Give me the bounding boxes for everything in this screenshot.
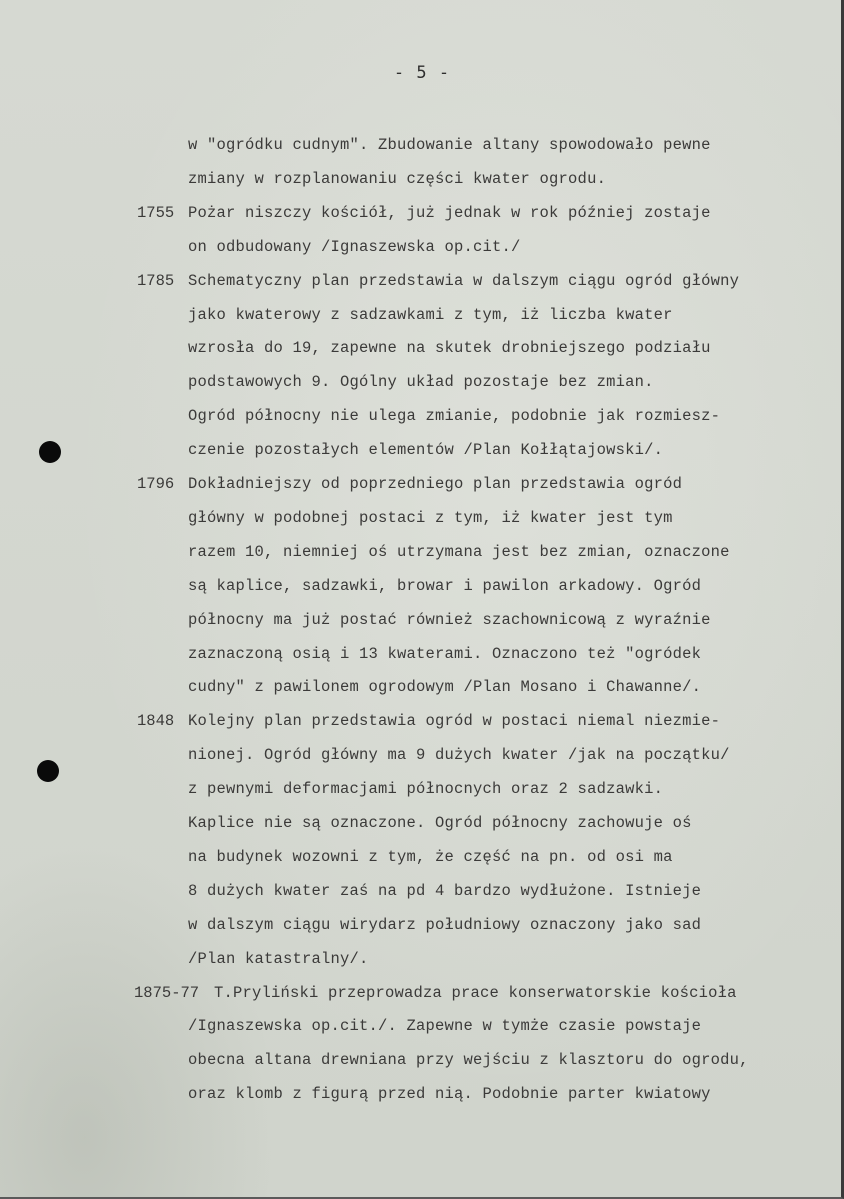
- entry-year: 1848: [137, 712, 175, 731]
- text-line: oraz klomb z figurą przed nią. Podobnie parter kwiatowy: [188, 1085, 711, 1104]
- entry-year: 1755: [137, 203, 175, 222]
- text-line: wzrosła do 19, zapewne na skutek drobniejszego podziału: [188, 339, 711, 358]
- text-line: podstawowych 9. Ogólny układ pozostaje bez zmian.: [188, 373, 654, 392]
- text-line: Ogród północny nie ulega zmianie, podobnie jak rozmiesz-: [188, 407, 721, 426]
- text-line: razem 10, niemniej oś utrzymana jest bez zmian, oznaczone: [188, 542, 730, 561]
- text-line: /Plan katastralny/.: [188, 949, 369, 968]
- text-line: czenie pozostałych elementów /Plan Kołłątajowski/.: [188, 441, 664, 460]
- text-line: Dokładniejszy od poprzedniego plan przedstawia ogród: [188, 475, 683, 493]
- text-line: zaznaczoną osią i 13 kwaterami. Oznaczono też "ogródek: [188, 644, 702, 663]
- text-line: Pożar niszczy kościół, już jednak w rok później zostaje: [188, 203, 711, 222]
- text-line: Schematyczny plan przedstawia w dalszym ciągu ogród główny: [188, 271, 740, 290]
- text-line: na budynek wozowni z tym, że część na pn. od osi ma: [188, 847, 673, 866]
- text-line: T.Pryliński przeprowadza prace konserwatorskie kościoła: [214, 983, 737, 1002]
- text-line: jako kwaterowy z sadzawkami z tym, iż liczba kwater: [188, 305, 673, 324]
- text-line: obecna altana drewniana przy wejściu z klasztoru do ogrodu,: [188, 1051, 749, 1070]
- punch-hole-upper: [39, 441, 61, 463]
- text-line: główny w podobnej postaci z tym, iż kwater jest tym: [188, 508, 673, 527]
- text-line: z pewnymi deformacjami północnych oraz 2 sadzawki.: [188, 780, 664, 799]
- text-line: /Ignaszewska op.cit./. Zapewne w tymże czasie powstaje: [188, 1017, 702, 1036]
- text-line: cudny" z pawilonem ogrodowym /Plan Mosano i Chawanne/.: [188, 678, 702, 697]
- text-line: on odbudowany /Ignaszewska op.cit./: [188, 237, 521, 256]
- text-line: Kolejny plan przedstawia ogród w postaci niemal niezmie-: [188, 712, 721, 731]
- entry-year: 1796: [137, 475, 175, 493]
- text-line: zmiany w rozplanowaniu części kwater ogrodu.: [188, 169, 607, 188]
- text-line: w "ogródku cudnym". Zbudowanie altany spowodowało pewne: [188, 136, 711, 154]
- page-number: - 5 -: [393, 63, 451, 83]
- entry-year: 1875-77: [134, 983, 200, 1002]
- text-line: Kaplice nie są oznaczone. Ogród północny zachowuje oś: [188, 814, 692, 832]
- text-line: północny ma już postać również szachownicową z wyraźnie: [188, 610, 711, 629]
- text-line: nionej. Ogród główny ma 9 dużych kwater /jak na początku/: [188, 746, 730, 765]
- punch-hole-lower: [37, 760, 59, 782]
- entry-year: 1785: [137, 271, 175, 290]
- text-line: 8 dużych kwater zaś na pd 4 bardzo wydłużone. Istnieje: [188, 881, 702, 900]
- text-line: są kaplice, sadzawki, browar i pawilon arkadowy. Ogród: [188, 576, 702, 595]
- text-line: w dalszym ciągu wirydarz południowy oznaczony jako sad: [188, 915, 702, 934]
